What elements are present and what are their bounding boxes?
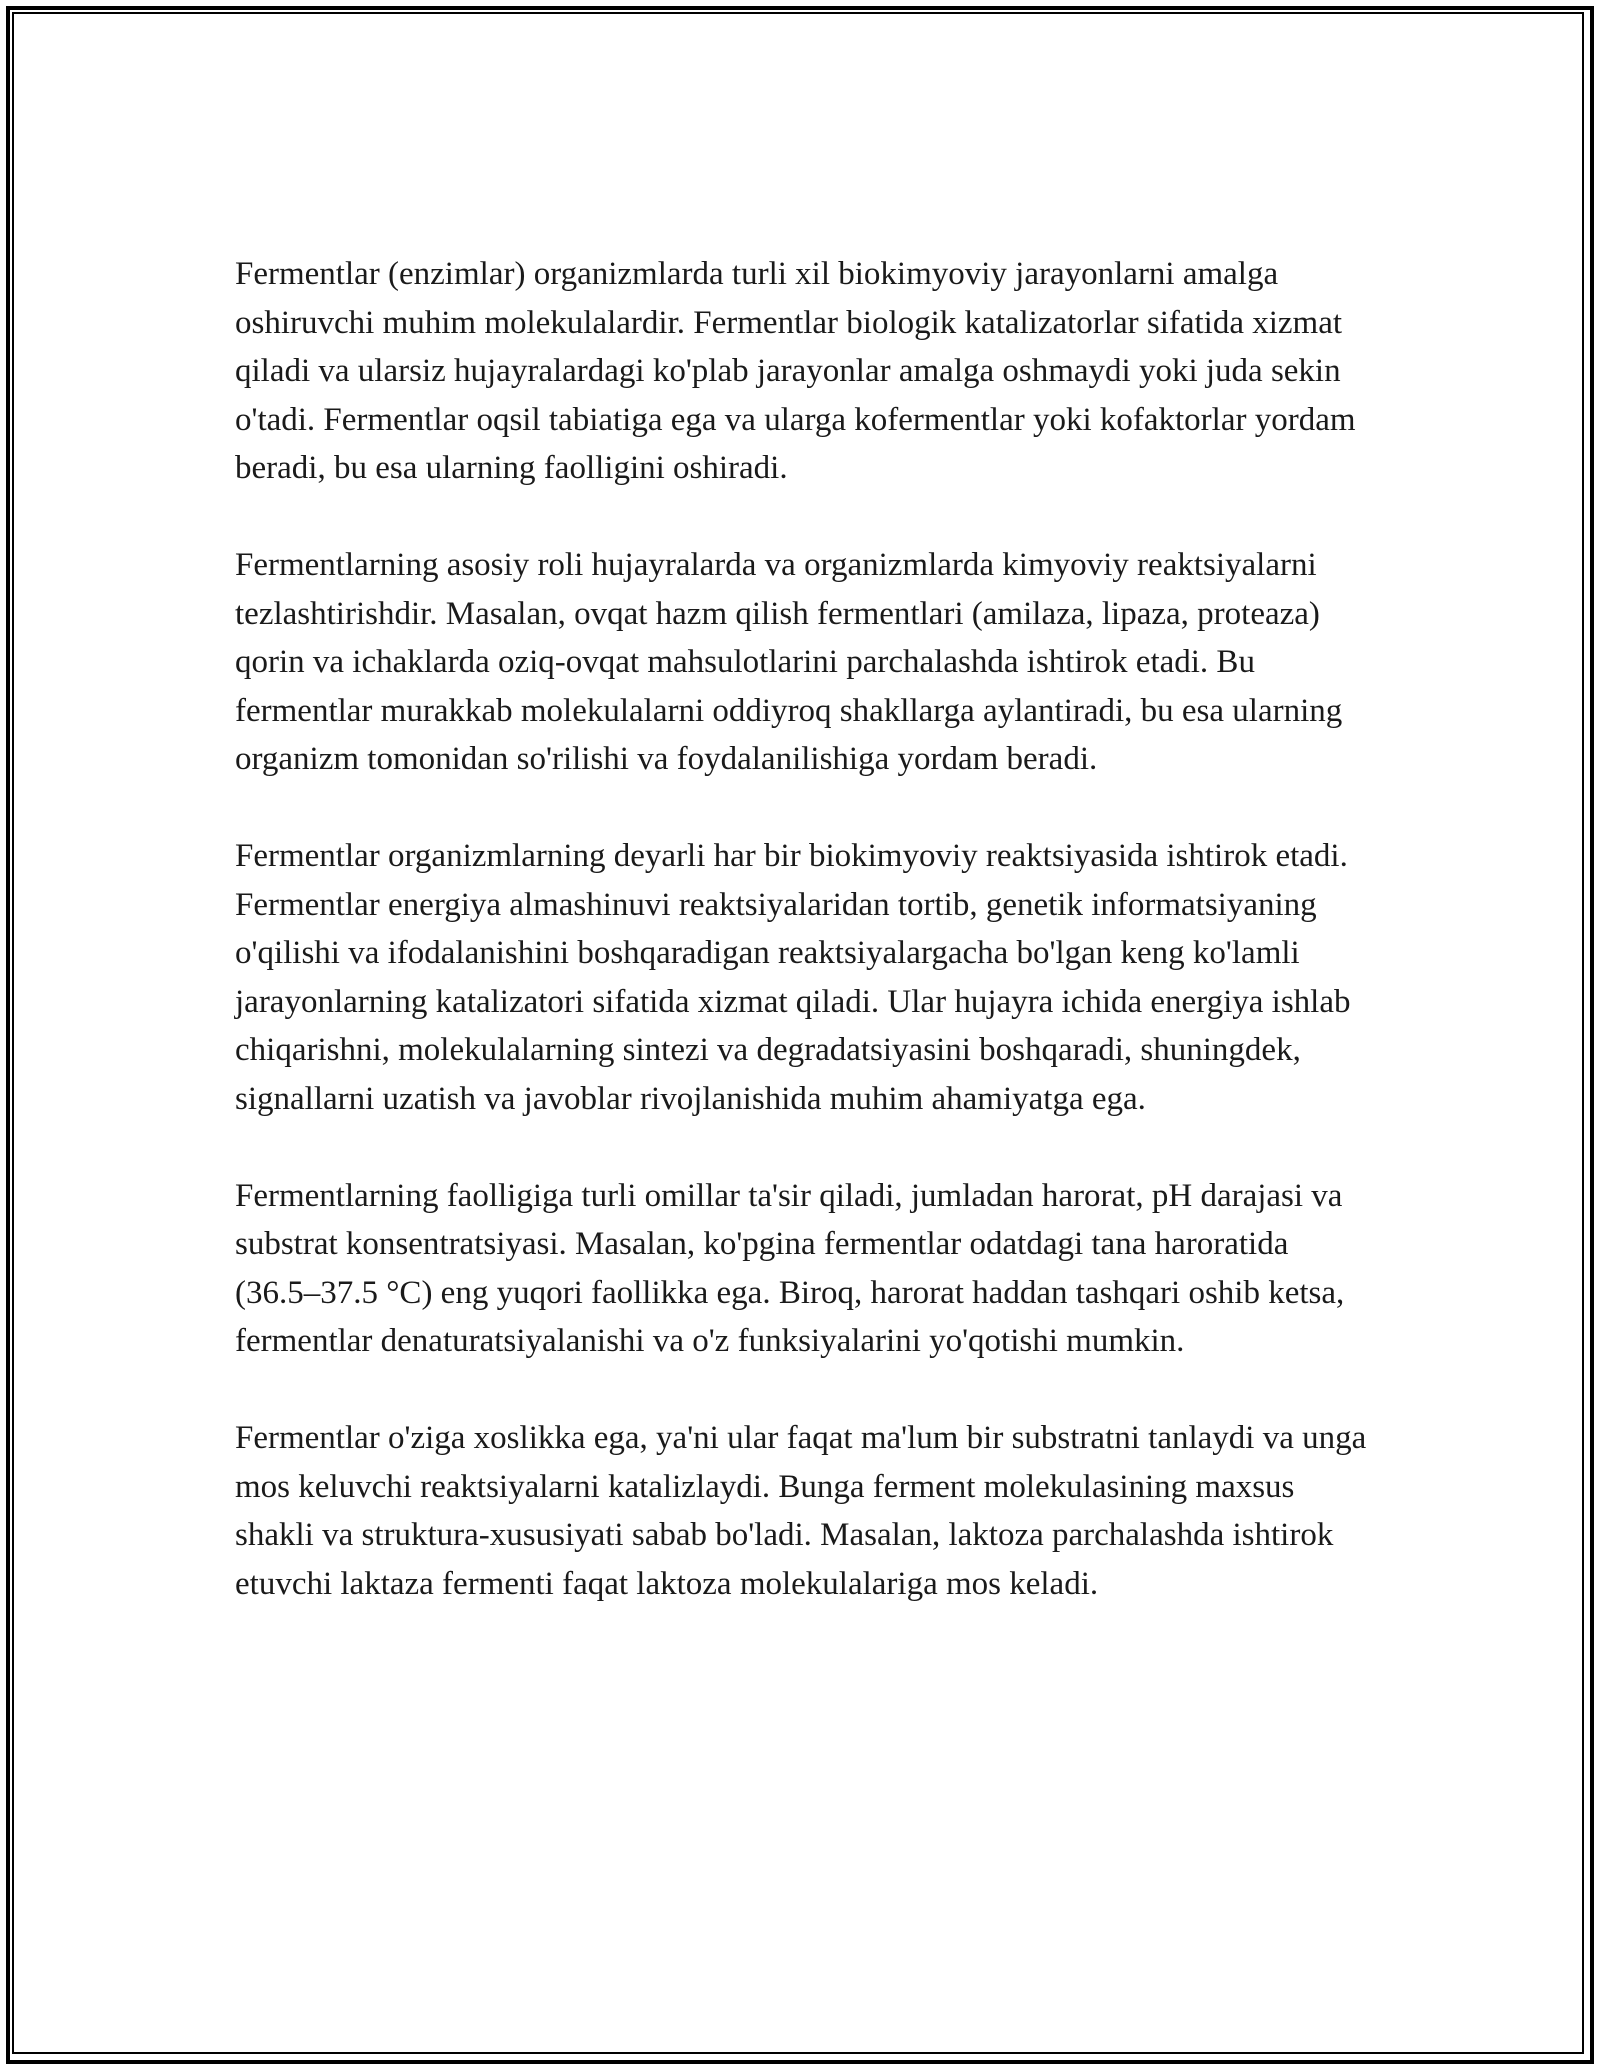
document-body xyxy=(235,250,1375,1657)
paragraph-1: Fermentlar (enzimlar) organizmlarda turli xil biokimyoviy jarayonlarni amalga oshiruvchi muhim molekulalardir. Fermentlar biologik katalizatorlar sifatida xizmat qiladi va ularsiz hujayralardagi ko'plab jarayonlar amalga oshmaydi yoki juda sekin o'tadi. Fermentlar oqsil tabiatiga ega va ularga kofermentlar yoki kofaktorlar yordam beradi, bu esa ularning faolligini oshiradi. xyxy=(235,256,1356,486)
paragraph-3: Fermentlar organizmlarning deyarli har bir biokimyoviy reaktsiyasida ishtirok etadi. Fermentlar energiya almashinuvi reaktsiyalaridan tortib, genetik informatsiyaning o'qilishi va ifodalanishini boshqaradigan reaktsiyalargacha bo'lgan keng ko'lamli jarayonlarning katalizatori sifatida xizmat qiladi. Ular hujayra ichida energiya ishlab chiqarishni, molekulalarning sintezi va degradatsiyasini boshqaradi, shuningdek, signallarni uzatish va javoblar rivojlanishida muhim ahamiyatga ega. xyxy=(235,838,1351,1117)
paragraph-4: Fermentlarning faolligiga turli omillar ta'sir qiladi, jumladan harorat, pH darajasi va substrat konsentratsiyasi. Masalan, ko'pgina fermentlar odatdagi tana haroratida (36.5–37.5 °C) eng yuqori faollikka ega. Biroq, harorat haddan tashqari oshib ketsa, fermentlar denaturatsiyalanishi va o'z funksiyalarini yo'qotishi mumkin. xyxy=(235,1177,1345,1359)
paragraph-2: Fermentlarning asosiy roli hujayralarda va organizmlarda kimyoviy reaktsiyalarni tezlashtirishdir. Masalan, ovqat hazm qilish fermentlari (amilaza, lipaza, proteaza) qorin va ichaklarda oziq-ovqat mahsulotlarini parchalashda ishtirok etadi. Bu fermentlar murakkab molekulalarni oddiyroq shakllarga aylantiradi, bu esa ularning organizm tomonidan so'rilishi va foydalanilishiga yordam beradi. xyxy=(235,547,1343,777)
paragraph-5: Fermentlar o'ziga xoslikka ega, ya'ni ular faqat ma'lum bir substratni tanlaydi va unga mos keluvchi reaktsiyalarni katalizlaydi. Bunga ferment molekulasining maxsus shakli va struktura-xususiyati sabab bo'ladi. Masalan, laktoza parchalashda ishtirok etuvchi laktaza fermenti faqat laktoza molekulalariga mos keladi. xyxy=(235,1420,1367,1602)
